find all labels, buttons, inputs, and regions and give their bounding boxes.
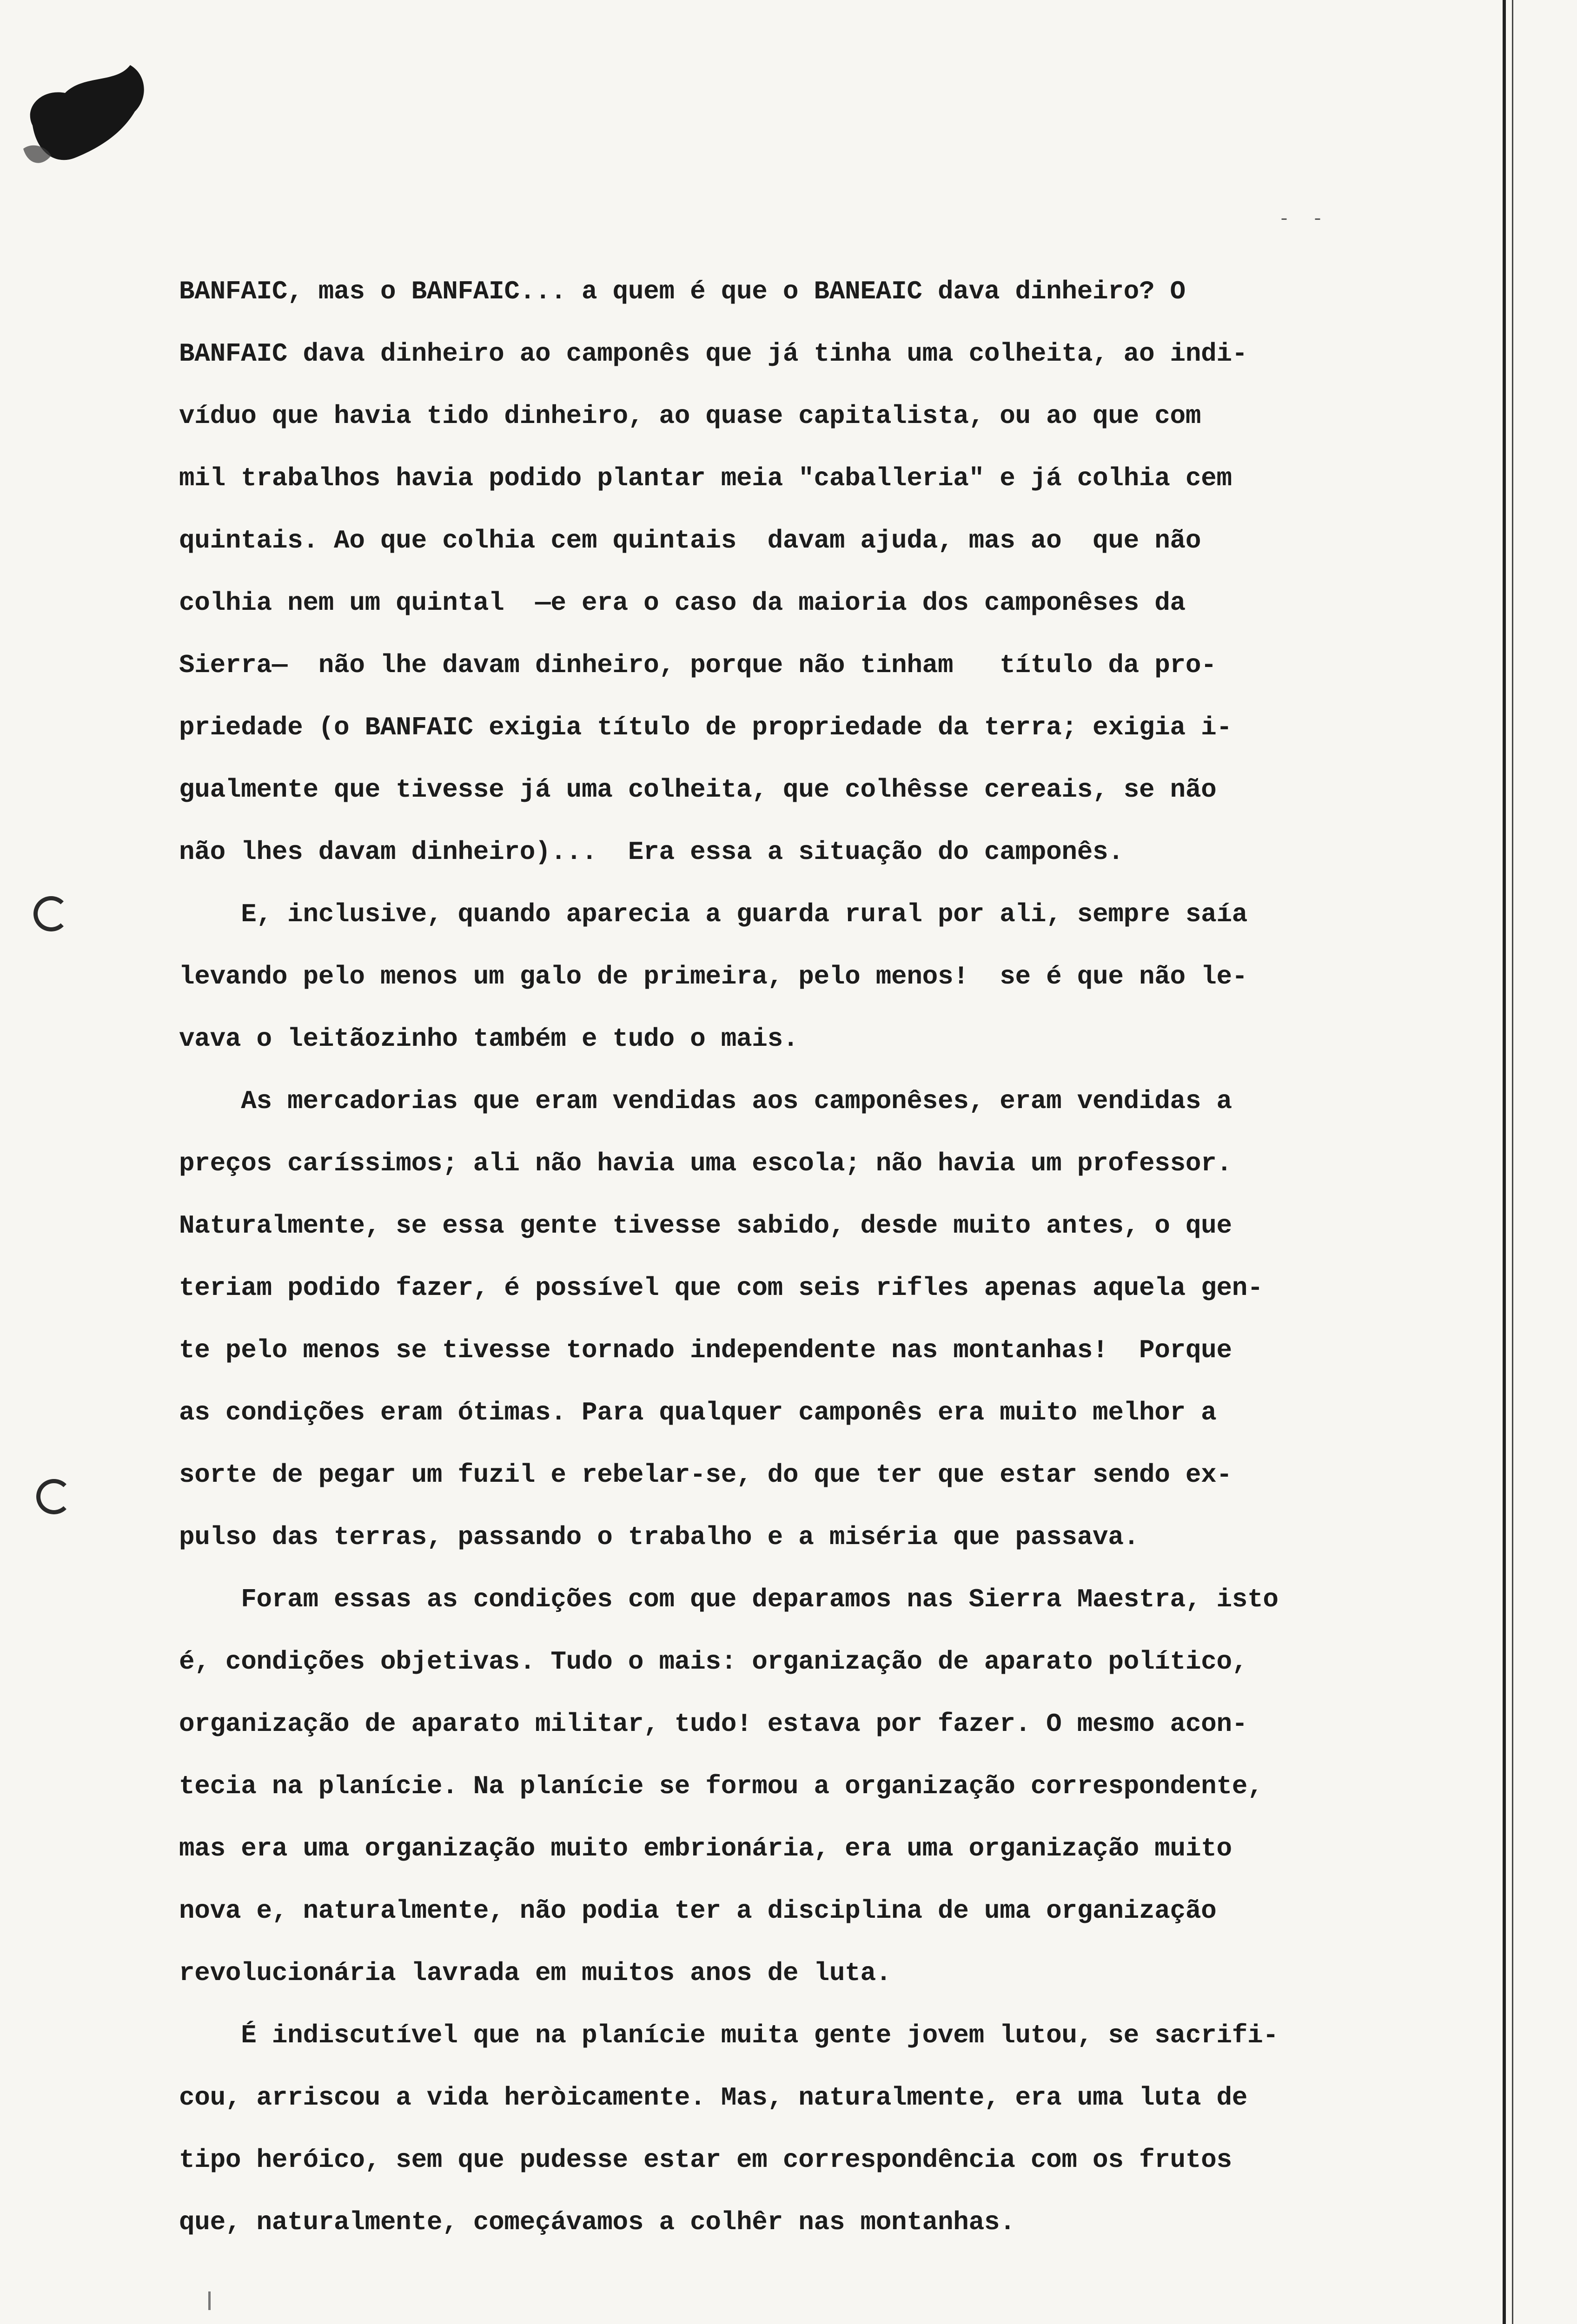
text-line: colhia nem um quintal —e era o caso da maioria dos camponêses da [179, 588, 1186, 618]
text-line: Naturalmente, se essa gente tivesse sabido, desde muito antes, o que [179, 1211, 1232, 1241]
right-margin-rule-secondary [1512, 0, 1513, 2324]
text-line: sorte de pegar um fuzil e rebelar-se, do que ter que estar sendo ex- [179, 1460, 1232, 1490]
text-line: As mercadorias que eram vendidas aos camponêses, eram vendidas a [179, 1086, 1232, 1116]
binder-hole-top [33, 896, 69, 931]
text-line: priedade (o BANFAIC exigia título de propriedade da terra; exigia i- [179, 713, 1232, 742]
text-line: gualmente que tivesse já uma colheita, que colhêsse cereais, se não [179, 775, 1217, 805]
text-line: vava o leitãozinho também e tudo o mais. [179, 1024, 799, 1054]
text-line: que, naturalmente, começávamos a colhêr nas montanhas. [179, 2207, 1015, 2237]
text-line: cou, arriscou a vida heròicamente. Mas, naturalmente, era uma luta de [179, 2083, 1248, 2113]
text-line: E, inclusive, quando aparecia a guarda rural por ali, sempre saía [179, 899, 1248, 929]
text-line: pulso das terras, passando o trabalho e a miséria que passava. [179, 1522, 1139, 1552]
text-line: revolucionária lavrada em muitos anos de luta. [179, 1958, 892, 1988]
text-line: te pelo menos se tivesse tornado independente nas montanhas! Porque [179, 1335, 1232, 1365]
ink-blot-mark [14, 56, 153, 177]
text-line: Sierra— não lhe davam dinheiro, porque não tinham título da pro- [179, 650, 1217, 680]
text-line: as condições eram ótimas. Para qualquer camponês era muito melhor a [179, 1398, 1217, 1427]
text-line: víduo que havia tido dinheiro, ao quase capitalista, ou ao que com [179, 401, 1201, 431]
pencil-mark [208, 2291, 211, 2310]
text-line: é, condições objetivas. Tudo o mais: organização de aparato político, [179, 1647, 1248, 1677]
text-line: É indiscutível que na planície muita gente jovem lutou, se sacrifi- [179, 2020, 1279, 2050]
text-line: tipo heróico, sem que pudesse estar em correspondência com os frutos [179, 2145, 1232, 2175]
text-line: mil trabalhos havia podido plantar meia "caballeria" e já colhia cem [179, 463, 1232, 493]
text-line: não lhes davam dinheiro)... Era essa a situação do camponês. [179, 837, 1124, 867]
body-text [179, 260, 1499, 2253]
binder-hole-bottom [36, 1479, 72, 1514]
text-line: teriam podido fazer, é possível que com seis rifles apenas aquela gen- [179, 1273, 1263, 1303]
text-line: BANFAIC, mas o BANFAIC... a quem é que o BANEAIC dava dinheiro? O [179, 277, 1186, 306]
text-line: preços caríssimos; ali não havia uma escola; não havia um professor. [179, 1149, 1232, 1178]
text-line: BANFAIC dava dinheiro ao camponês que já tinha uma colheita, ao indi- [179, 339, 1248, 369]
text-line: levando pelo menos um galo de primeira, pelo menos! se é que não le- [179, 962, 1248, 991]
text-line: Foram essas as condições com que deparamos nas Sierra Maestra, isto [179, 1585, 1279, 1614]
page-number-mark: - - [1279, 209, 1329, 230]
text-line: nova e, naturalmente, não podia ter a disciplina de uma organização [179, 1896, 1217, 1926]
text-line: tecia na planície. Na planície se formou a organização correspondente, [179, 1771, 1263, 1801]
text-line: quintais. Ao que colhia cem quintais davam ajuda, mas ao que não [179, 526, 1201, 555]
text-line: mas era uma organização muito embrionária, era uma organização muito [179, 1834, 1232, 1863]
text-line: organização de aparato militar, tudo! estava por fazer. O mesmo acon- [179, 1709, 1248, 1739]
right-margin-rule [1503, 0, 1506, 2324]
